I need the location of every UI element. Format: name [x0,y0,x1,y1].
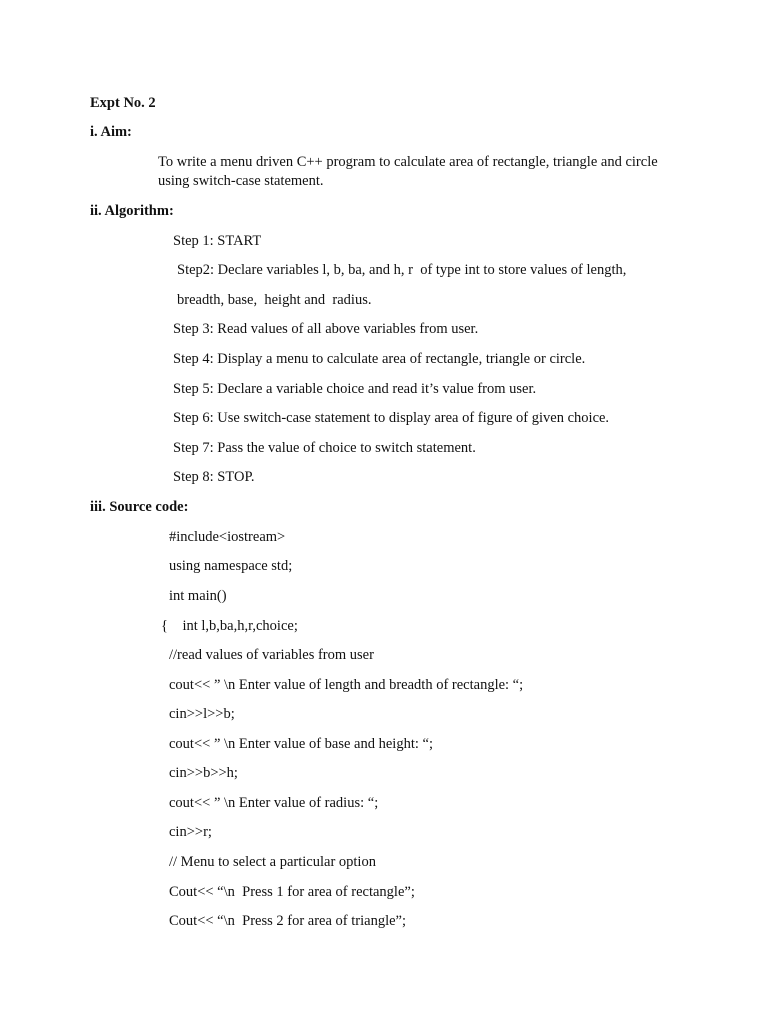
aim-text-line: using switch-case statement. [158,173,324,189]
code-line: Cout<< “\n Press 2 for area of triangle”; [169,913,407,929]
aim-text-line: To write a menu driven C++ program to calculate area of rectangle, triangle and circle [158,154,658,170]
algorithm-step: Step2: Declare variables l, b, ba, and h, r of type int to store values of length, [177,262,627,278]
algorithm-step: Step 8: STOP. [173,469,255,485]
algorithm-step: Step 6: Use switch-case statement to display area of figure of given choice. [173,410,610,426]
code-line: { int l,b,ba,h,r,choice; [161,618,298,634]
algorithm-step: Step 3: Read values of all above variables from user. [173,321,479,337]
code-line: cin>>b>>h; [169,765,238,781]
code-line: using namespace std; [169,558,293,574]
code-line: cin>>r; [169,824,212,840]
aim-heading: i. Aim: [90,124,132,140]
algorithm-heading: ii. Algorithm: [90,203,174,219]
code-comment: //read values of variables from user [169,647,374,663]
algorithm-step: Step 5: Declare a variable choice and read it’s value from user. [173,381,537,397]
experiment-title: Expt No. 2 [90,95,156,111]
algorithm-step: breadth, base, height and radius. [177,292,372,308]
algorithm-step: Step 1: START [173,233,262,249]
code-line: #include<iostream> [169,529,286,545]
code-line: cout<< ” \n Enter value of length and breadth of rectangle: “; [169,677,524,693]
algorithm-step: Step 7: Pass the value of choice to switch statement. [173,440,476,456]
code-line: cout<< ” \n Enter value of base and height: “; [169,736,433,752]
code-line: cin>>l>>b; [169,706,235,722]
code-line: Cout<< “\n Press 1 for area of rectangle”; [169,884,415,900]
code-comment: // Menu to select a particular option [169,854,376,870]
algorithm-step: Step 4: Display a menu to calculate area of rectangle, triangle or circle. [173,351,586,367]
code-line: cout<< ” \n Enter value of radius: “; [169,795,379,811]
source-code-heading: iii. Source code: [90,499,189,515]
code-line: int main() [169,588,227,604]
